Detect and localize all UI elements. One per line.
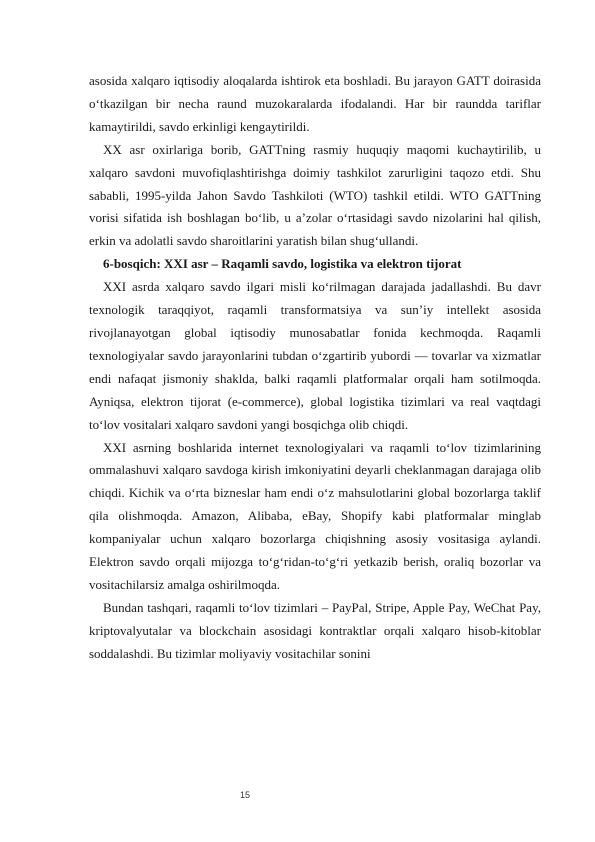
paragraph-wto-founding: XX asr oxirlariga borib, GATTning rasmiy huquqiy maqomi kuchaytirilib, u xalqaro savdoni muvofiqlashtirishga doimiy tashkilot zarurligini taqozo etdi. Shu sababli, 1995-yilda Jahon Savdo Tashkiloti (WTO) tashkil etildi. WTO GATTning vorisi sifatida ish boshlagan bo‘lib, u a’zolar o‘rtasidagi savdo nizolarini hal qilish, erkin va adolatli savdo sharoitlarini yaratish bilan shug‘ullandi. — [89, 141, 541, 249]
page-number: 15 — [240, 790, 251, 800]
paragraph-digital-payments: Bundan tashqari, raqamli to‘lov tizimlari – PayPal, Stripe, Apple Pay, WeChat Pay, kriptovalyutalar va blockchain asosidagi kontraktlar orqali xalqaro hisob-kitoblar soddalashdi. Bu tizimlar moliyaviy vositachilar sonini — [89, 599, 541, 661]
paragraph-digital-trade: XXI asrda xalqaro savdo ilgari misli ko‘rilmagan darajada jadallashdi. Bu davr texnologik taraqqiyot, raqamli transformatsiya va sun’iy intellekt asosida rivojlanayotgan global iqtisodiy munosabatlar fonida kechmoqda. Raqamli texnologiyalar savdo jarayonlarini tubdan o‘zgartirib yubordi — tovarlar va xizmatlar endi nafaqat jismoniy shaklda, balki raqamli platformalar orqali ham sotilmoqda. Ayniqsa, elektron tijorat (e-commerce), global logistika tizimlari va real vaqtdagi to‘lov vositalari xalqaro savdoni yangi bosqichga olib chiqdi. — [89, 279, 541, 432]
paragraph-gatt-rounds: asosida xalqaro iqtisodiy aloqalarda ishtirok eta boshladi. Bu jarayon GATT doirasida o‘tkazilgan bir necha raund muzokaralarda ifodalandi. Har bir raundda tariflar kamaytirildi, savdo erkinligi kengaytirildi. — [89, 73, 541, 134]
section-heading: 6-bosqich: XXI asr – Raqamli savdo, logistika va elektron tijorat — [103, 256, 462, 272]
body-text — [89, 70, 541, 666]
paragraph-internet-platforms: XXI asrning boshlarida internet texnologiyalari va raqamli to‘lov tizimlarining ommalashuvi xalqaro savdoga kirish imkoniyatini deyarli cheklanmagan darajaga olib chiqdi. Kichik va o‘rta bizneslar ham endi o‘z mahsulotlarini global bozorlarga taklif qila olishmoqda. Amazon, Alibaba, eBay, Shopify kabi platformalar minglab kompaniyalar uchun xalqaro bozorlarga chiqishning asosiy vositasiga aylandi. Elektron savdo orqali mijozga to‘g‘ridan-to‘g‘ri yetkazib berish, oraliq bozorlar va vositachilarsiz amalga oshirilmoqda. — [89, 439, 541, 592]
